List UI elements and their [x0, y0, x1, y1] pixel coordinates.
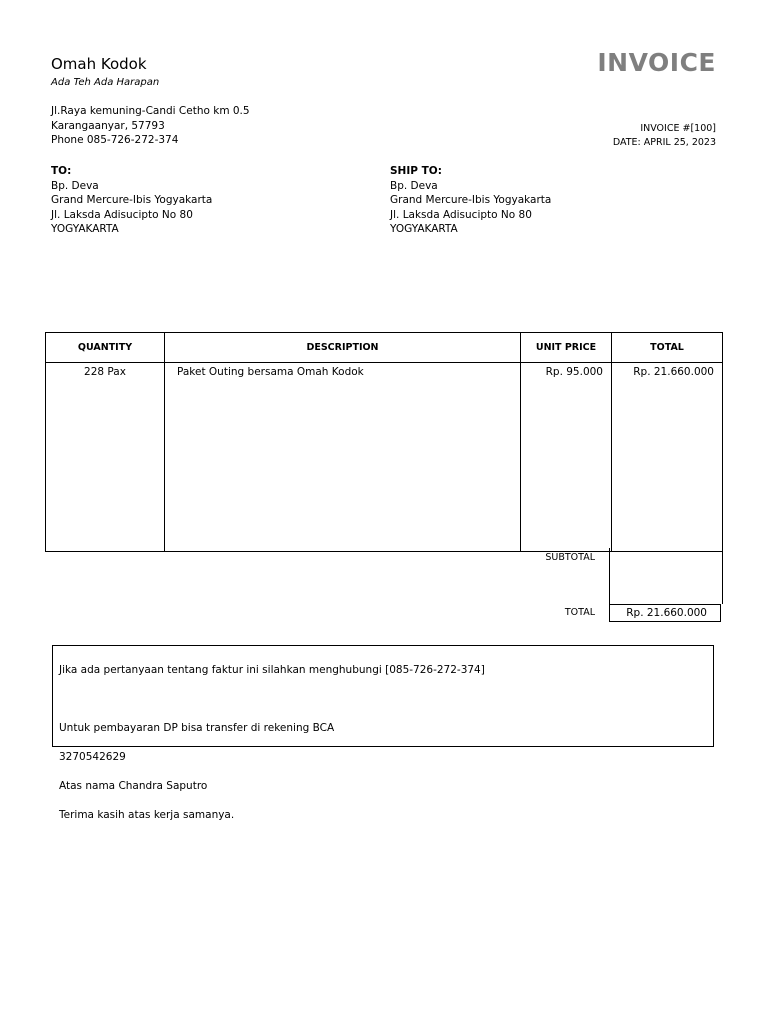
bill-to-line: YOGYAKARTA — [51, 223, 119, 235]
notes-box — [52, 645, 714, 821]
header-quantity: QUANTITY — [46, 333, 165, 363]
invoice-meta — [613, 122, 716, 150]
invoice-date: DATE: APRIL 25, 2023 — [612, 137, 716, 148]
cell-total: Rp. 21.660.000 — [612, 363, 723, 552]
bill-to-line: Bp. Deva — [51, 179, 99, 192]
header-total: TOTAL — [612, 333, 723, 363]
bill-to-heading: TO: — [51, 165, 72, 177]
subtotal-value — [609, 548, 723, 604]
notes-line: Atas nama Chandra Saputro — [59, 779, 208, 792]
table-row — [46, 363, 723, 552]
total-label: TOTAL — [564, 607, 595, 618]
notes-line: Jika ada pertanyaan tentang faktur ini silahkan menghubungi [085-726-272-374] — [59, 663, 485, 676]
invoice-title: INVOICE — [597, 48, 716, 77]
notes-line: 3270542629 — [59, 750, 126, 763]
notes-line: Terima kasih atas kerja samanya. — [59, 808, 235, 821]
ship-to-block — [390, 164, 551, 237]
company-name: Omah Kodok — [51, 55, 147, 73]
cell-unit-price: Rp. 95.000 — [521, 363, 612, 552]
address-line: Phone 085-726-272-374 — [51, 134, 179, 146]
ship-to-heading: SHIP TO: — [390, 165, 442, 177]
ship-to-line: Bp. Deva — [390, 179, 438, 192]
header-description: DESCRIPTION — [165, 333, 521, 363]
cell-description: Paket Outing bersama Omah Kodok — [165, 363, 521, 552]
ship-to-line: YOGYAKARTA — [390, 223, 458, 235]
ship-to-line: Grand Mercure-Ibis Yogyakarta — [390, 194, 552, 206]
subtotal-label: SUBTOTAL — [545, 552, 595, 563]
company-tagline: Ada Teh Ada Harapan — [51, 77, 160, 88]
address-line: Jl.Raya kemuning-Candi Cetho km 0.5 — [51, 105, 250, 117]
notes-line: Untuk pembayaran DP bisa transfer di rekening BCA — [59, 721, 335, 734]
bill-to-line: Grand Mercure-Ibis Yogyakarta — [51, 194, 213, 206]
line-items-table — [45, 332, 723, 552]
bill-to-block — [51, 164, 212, 237]
header-unit-price: UNIT PRICE — [521, 333, 612, 363]
ship-to-line: Jl. Laksda Adisucipto No 80 — [390, 208, 532, 221]
total-value: Rp. 21.660.000 — [609, 604, 721, 622]
invoice-number: INVOICE #[100] — [640, 123, 716, 134]
table-header-row — [46, 333, 723, 363]
notes-line — [59, 692, 713, 707]
address-line: Karangaanyar, 57793 — [51, 119, 165, 132]
cell-quantity: 228 Pax — [46, 363, 165, 552]
bill-to-line: Jl. Laksda Adisucipto No 80 — [51, 208, 193, 221]
company-address — [51, 104, 250, 148]
